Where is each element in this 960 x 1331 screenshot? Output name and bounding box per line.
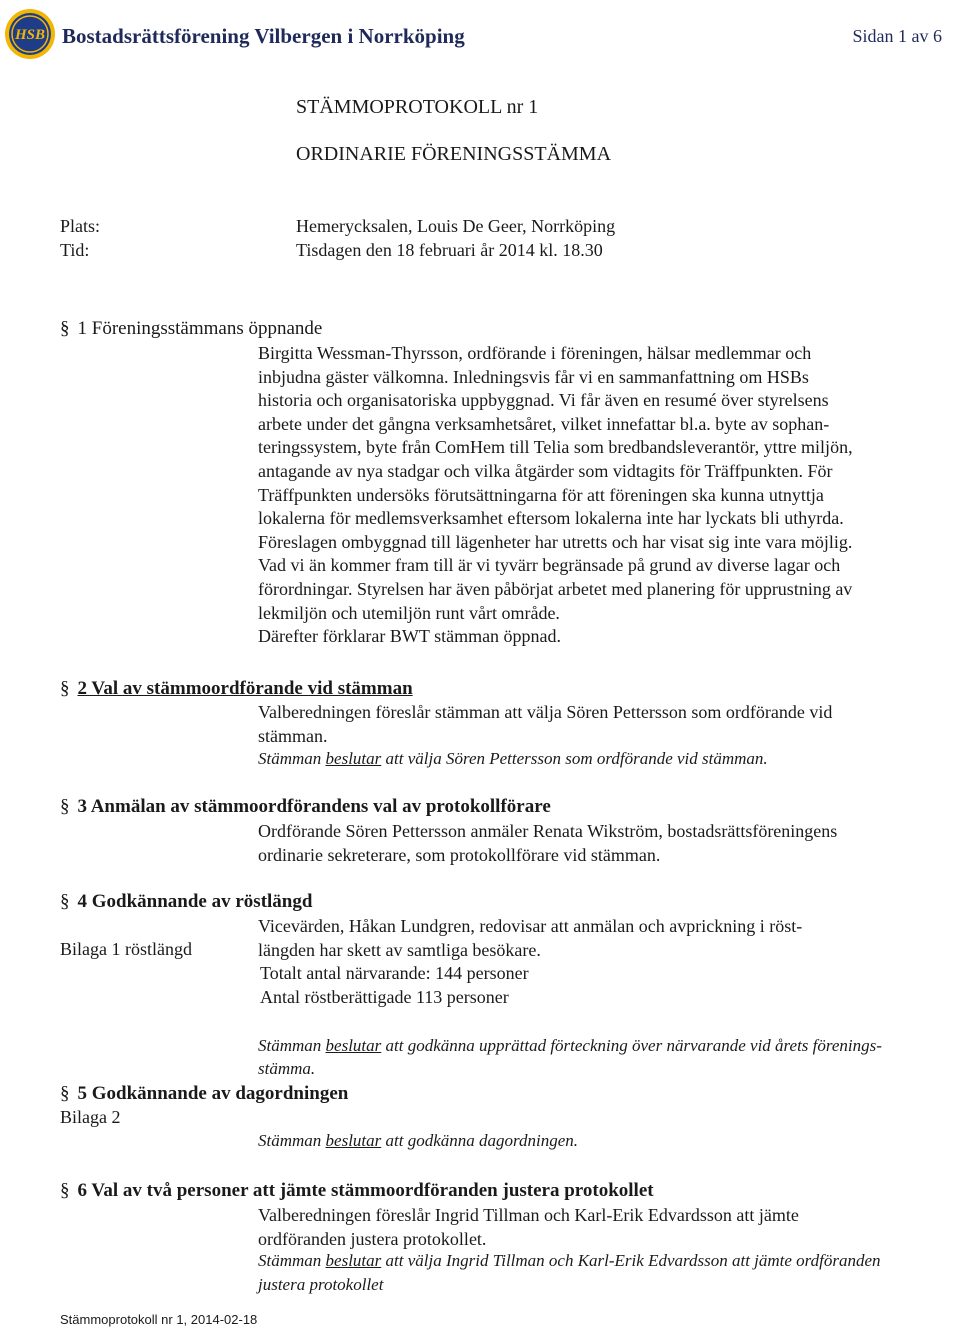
section-1-line: teringssystem, byte från ComHem till Telia som bredbandsleverantör, yttre miljön, (258, 437, 853, 458)
section-1-line: Birgitta Wessman-Thyrsson, ordförande i föreningen, hälsar medlemmar och (258, 343, 812, 363)
section-1-line: arbete under det gångna verksamhetsåret, vilket innefattar bl.a. byte av sophan- (258, 413, 830, 434)
section-1-line: Föreslagen ombyggnad till lägenheter har utretts och har visat sig inte vara möjlig. (258, 531, 853, 552)
paragraph-icon: § (60, 1180, 70, 1201)
organization-name: Bostadsrättsförening Vilbergen i Norrköping (62, 24, 465, 48)
section-2-body (258, 701, 832, 748)
section-6-line: Valberedningen föreslår Ingrid Tillman och Karl-Erik Edvardsson att jämte (258, 1205, 799, 1225)
total-present: Totalt antal närvarande: 144 personer (260, 963, 529, 983)
time-label: Tid: (60, 240, 90, 260)
section-6-heading (60, 1180, 654, 1202)
section-3-title: 3 Anmälan av stämmoordförandens val av protokollförare (77, 796, 551, 817)
eligible-voters: Antal röstberättigade 113 personer (260, 987, 509, 1007)
section-2-line: stämman. (258, 725, 328, 746)
section-6-title: 6 Val av två personer att jämte stämmoordföranden justera protokollet (77, 1180, 654, 1201)
section-3-line: Ordförande Sören Pettersson anmäler Renata Wikström, bostadsrättsföreningens (258, 821, 838, 841)
section-2-line: Valberedningen föreslår stämman att välja Sören Pettersson som ordförande vid (258, 702, 833, 722)
paragraph-icon: § (60, 796, 70, 817)
section-4-decision-cont: stämma. (258, 1059, 316, 1078)
section-1-line: Träffpunkten undersöks förutsättningarna för att föreningen ska kunna utnyttja (258, 484, 824, 505)
section-3-body (258, 820, 837, 867)
section-1-line: förordningar. Styrelsen har även påbörjat arbetet med planering för upprustning av (258, 578, 853, 599)
time-value: Tisdagen den 18 februari år 2014 kl. 18.30 (296, 240, 603, 260)
section-4-title: 4 Godkännande av röstlängd (77, 891, 313, 912)
section-4-decision: Stämman beslutar att godkänna upprättad förteckning över närvarande vid årets förenings- (258, 1036, 882, 1055)
page-indicator: Sidan 1 av 6 (852, 26, 942, 46)
svg-text:HSB: HSB (14, 27, 46, 43)
paragraph-icon: § (60, 678, 70, 699)
section-3-line: ordinarie sekreterare, som protokollförare vid stämman. (258, 844, 661, 865)
section-1-line: lokalerna för medlemsverksamhet eftersom lokalerna inte har lyckats bli uthyrda. (258, 508, 844, 529)
section-1-line: lekmiljön och utemiljön runt vårt område. (258, 602, 560, 623)
protocol-title: STÄMMOPROTOKOLL nr 1 (296, 96, 539, 118)
footer-text: Stämmoprotokoll nr 1, 2014-02-18 (60, 1312, 258, 1327)
section-6-body (258, 1204, 799, 1251)
paragraph-icon: § (60, 318, 70, 339)
section-5-title: 5 Godkännande av dagordningen (77, 1083, 349, 1104)
section-4-body (258, 915, 802, 962)
section-1-line: antagande av nya stadgar och vilka åtgärder som vidtagits för Träffpunkten. För (258, 460, 833, 481)
section-4-heading (60, 891, 312, 913)
section-4-line: längden har skett av samtliga besökare. (258, 939, 541, 960)
place-value: Hemerycksalen, Louis De Geer, Norrköping (296, 216, 616, 236)
section-1-line: inbjudna gäster välkomna. Inledningsvis får vi en sammanfattning om HSBs (258, 366, 809, 387)
section-6-decision-cont: justera protokollet (258, 1275, 384, 1294)
section-1-line: Vad vi än kommer fram till är vi tyvärr begränsade på grund av diverse lagar och (258, 555, 841, 576)
section-5-heading (60, 1083, 348, 1105)
paragraph-icon: § (60, 1083, 70, 1104)
hsb-logo (4, 8, 56, 60)
section-6-line: ordföranden justera protokollet. (258, 1228, 487, 1249)
meeting-type-title: ORDINARIE FÖRENINGSSTÄMMA (296, 143, 612, 165)
section-3-heading (60, 796, 551, 818)
section-5-decision: Stämman beslutar att godkänna dagordningen. (258, 1131, 579, 1150)
section-1-heading (60, 318, 322, 340)
section-5-appendix: Bilaga 2 (60, 1107, 121, 1127)
section-2-decision: Stämman beslutar att välja Sören Pettersson som ordförande vid stämman. (258, 749, 768, 768)
section-4-appendix: Bilaga 1 röstlängd (60, 939, 192, 959)
section-6-decision: Stämman beslutar att välja Ingrid Tillman och Karl-Erik Edvardsson att jämte ordföranden (258, 1251, 881, 1270)
section-1-line: historia och organisatoriska uppbyggnad. Vi får även en resumé över styrelsens (258, 390, 829, 411)
section-1-line: Därefter förklarar BWT stämman öppnad. (258, 626, 562, 647)
section-1-body (258, 342, 853, 649)
place-label: Plats: (60, 216, 101, 236)
section-2-heading (60, 678, 413, 700)
section-1-title: 1 Föreningsstämmans öppnande (77, 318, 323, 339)
section-4-line: Vicevärden, Håkan Lundgren, redovisar att anmälan och avprickning i röst- (258, 916, 803, 936)
section-2-title: 2 Val av stämmoordförande vid stämman (77, 678, 413, 699)
paragraph-icon: § (60, 891, 70, 912)
